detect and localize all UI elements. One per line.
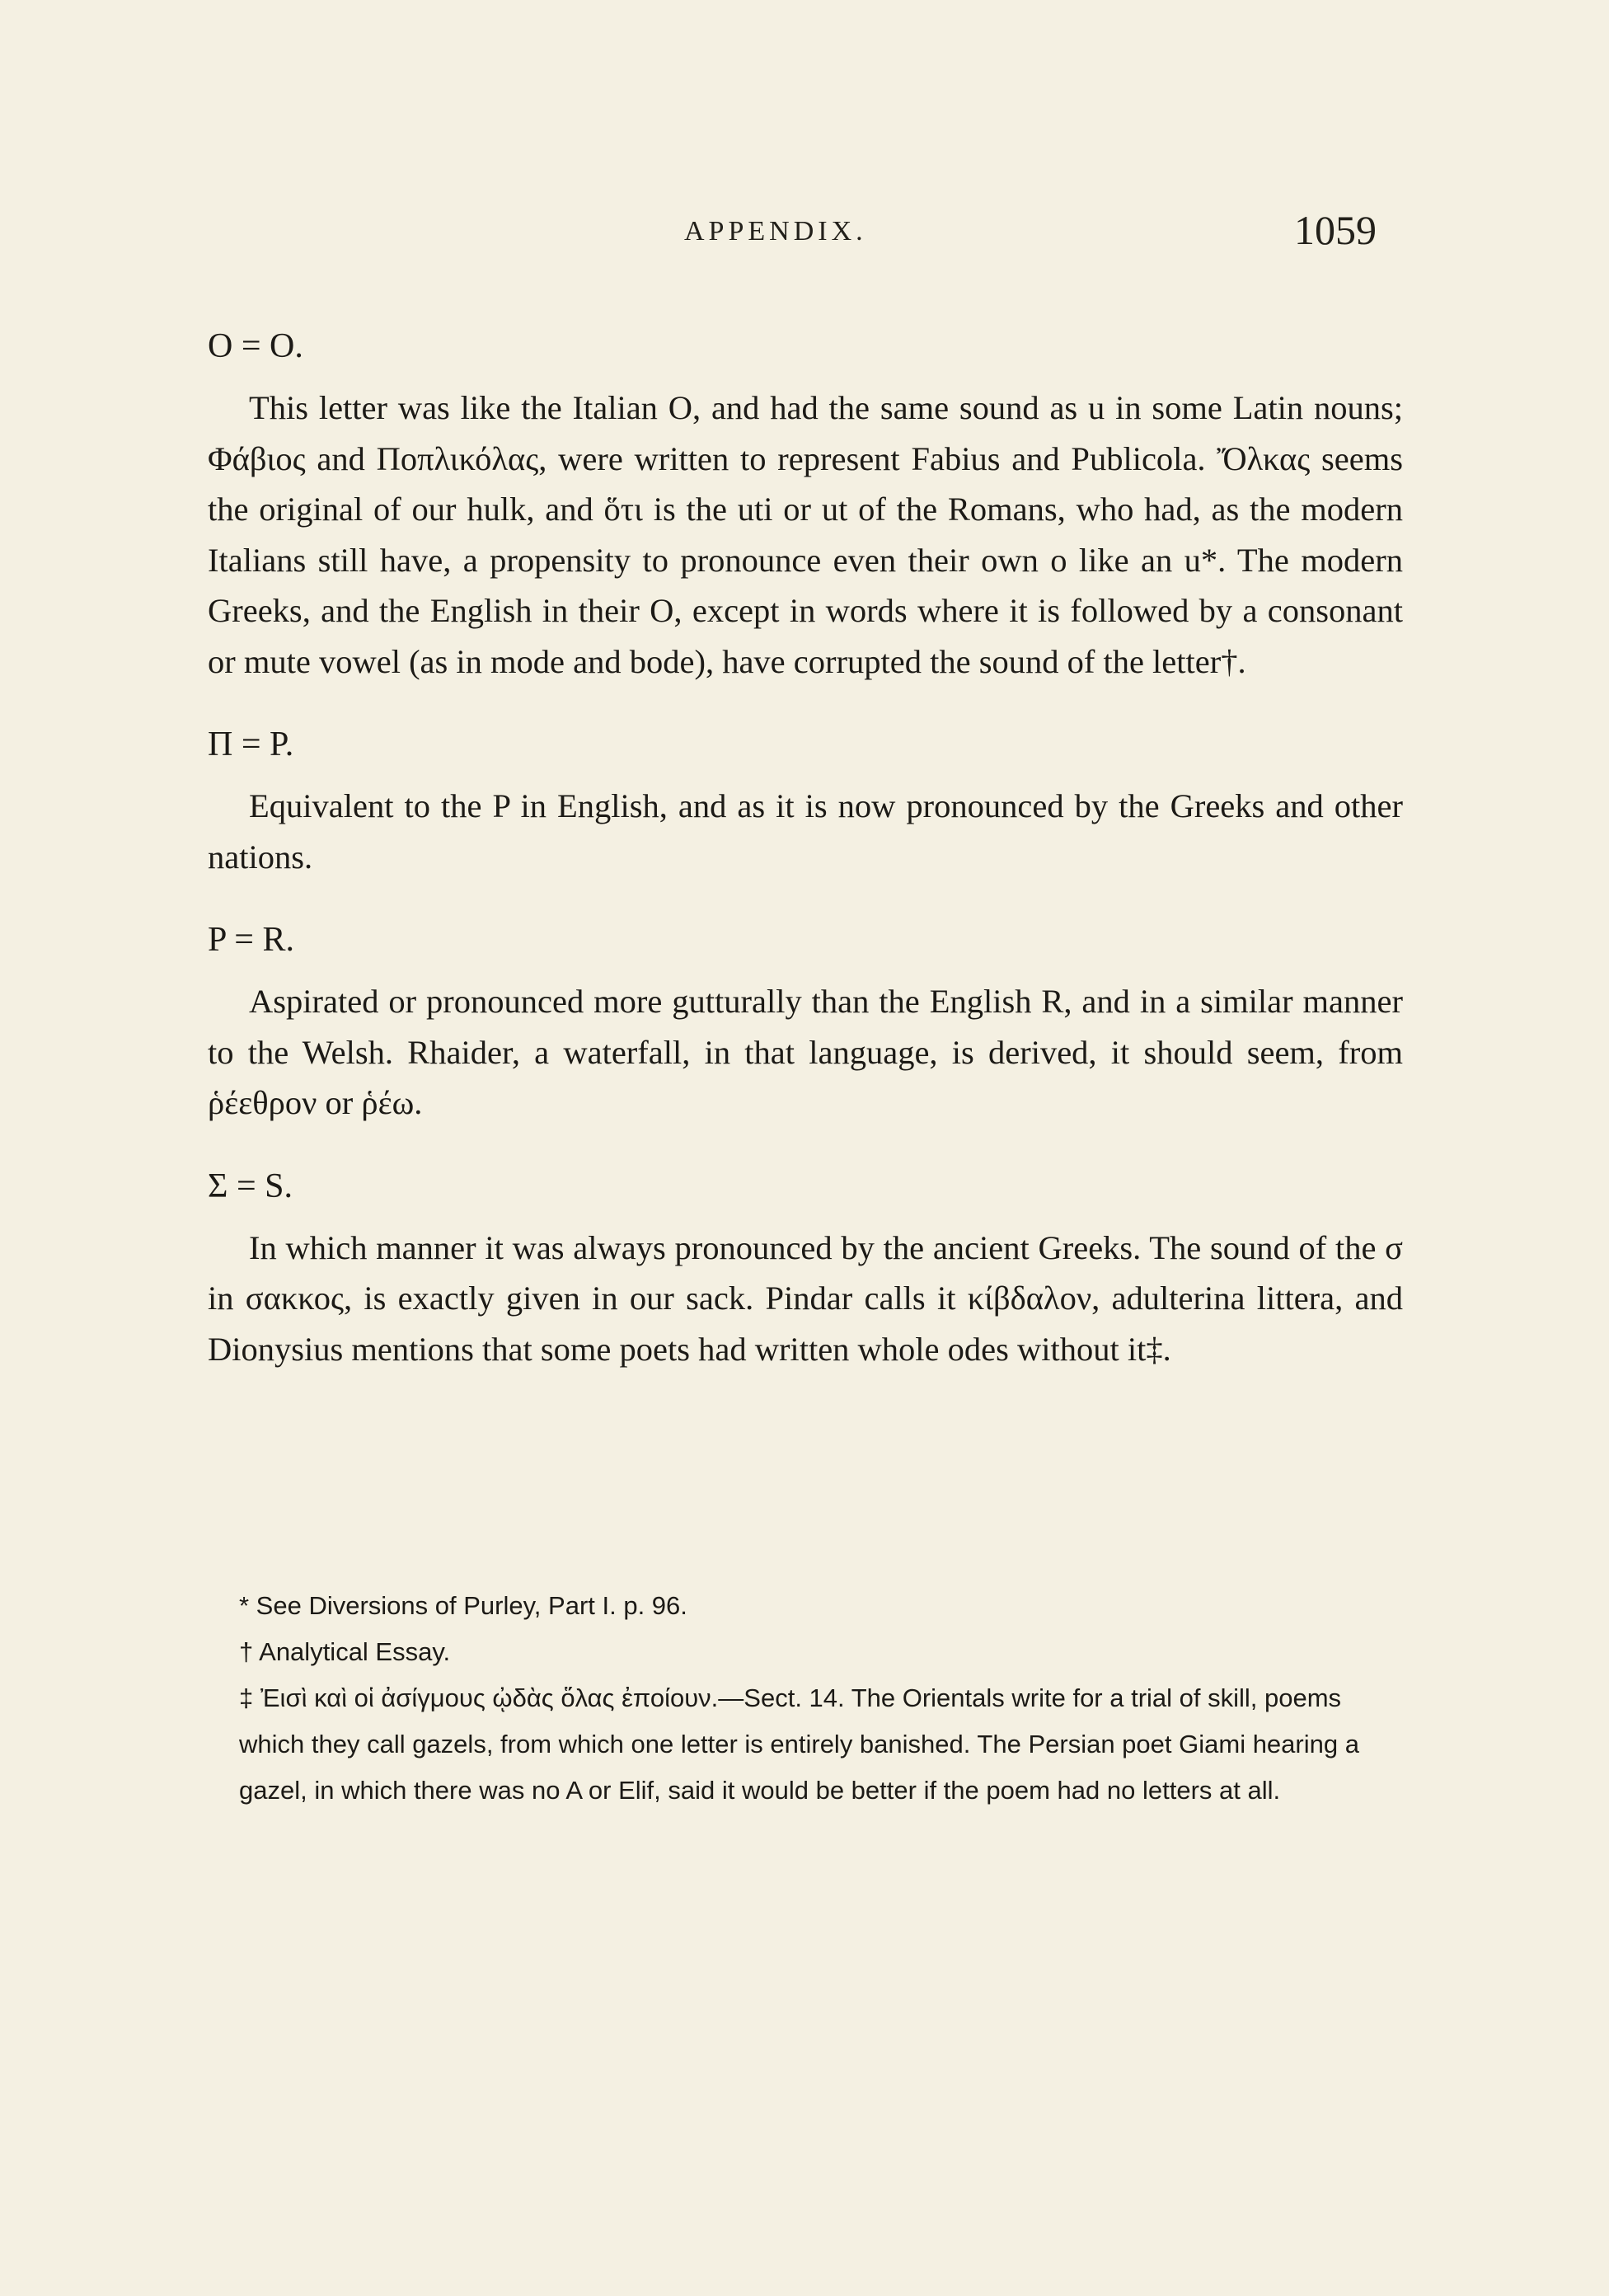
section-text: In which manner it was always pronounced by the ancient Greeks. The sound of the σ in σακκος, is exactly given in our sack. Pindar calls it κίβδαλον, adulterina littera, and Dionysius mentions that some poets had written whole odes without it‡. — [208, 1228, 1403, 1368]
running-head-title: APPENDIX. — [684, 216, 867, 247]
section-text: Equivalent to the P in English, and as it is now pronounced by the Greeks and other nations. — [208, 787, 1403, 876]
page-number: 1059 — [1294, 207, 1377, 253]
running-head — [0, 207, 1609, 262]
section-heading: O = O. — [208, 327, 303, 365]
footnotes — [239, 1583, 1410, 1814]
footnote: ‡ Ἐισὶ καὶ οἱ ἀσίγμους ᾠδὰς ὅλας ἐποίουν.—Sect. 14. The Orientals write for a trial of skill, poems which they call gazels, from which one letter is entirely banished. The Persian poet Giami hearing a gazel, in which there was no A or Elif, said it would be better if the poem had no letters at all. — [239, 1683, 1359, 1805]
section-text: Aspirated or pronounced more gutturally than the English R, and in a similar manner to the Welsh. Rhaider, a waterfall, in that language, is derived, it should seem, from ῥέεθρον or ῥέω. — [208, 983, 1403, 1121]
section-o — [208, 322, 1403, 687]
footnote: † Analytical Essay. — [239, 1637, 451, 1666]
section-heading: P = R. — [208, 921, 294, 959]
section-s — [208, 1162, 1403, 1375]
section-heading: Π = P. — [208, 725, 294, 763]
section-r — [208, 915, 1403, 1129]
section-heading: Σ = S. — [208, 1167, 293, 1205]
page-body — [208, 322, 1403, 1407]
section-p — [208, 720, 1403, 882]
footnote: * See Diversions of Purley, Part I. p. 96. — [239, 1591, 687, 1620]
section-text: This letter was like the Italian O, and had the same sound as u in some Latin nouns; Φάβιος and Ποπλικόλας, were written to represent Fabius and Publicola. Ὄλκας seems the original of our hulk, and ὅτι is the uti or ut of the Romans, who had, as the modern Italians still have, a propensity to pronounce even their own o like an u*. The modern Greeks, and the English in their O, except in words where it is followed by a consonant or mute vowel (as in mode and bode), have corrupted the sound of the letter†. — [208, 389, 1403, 680]
